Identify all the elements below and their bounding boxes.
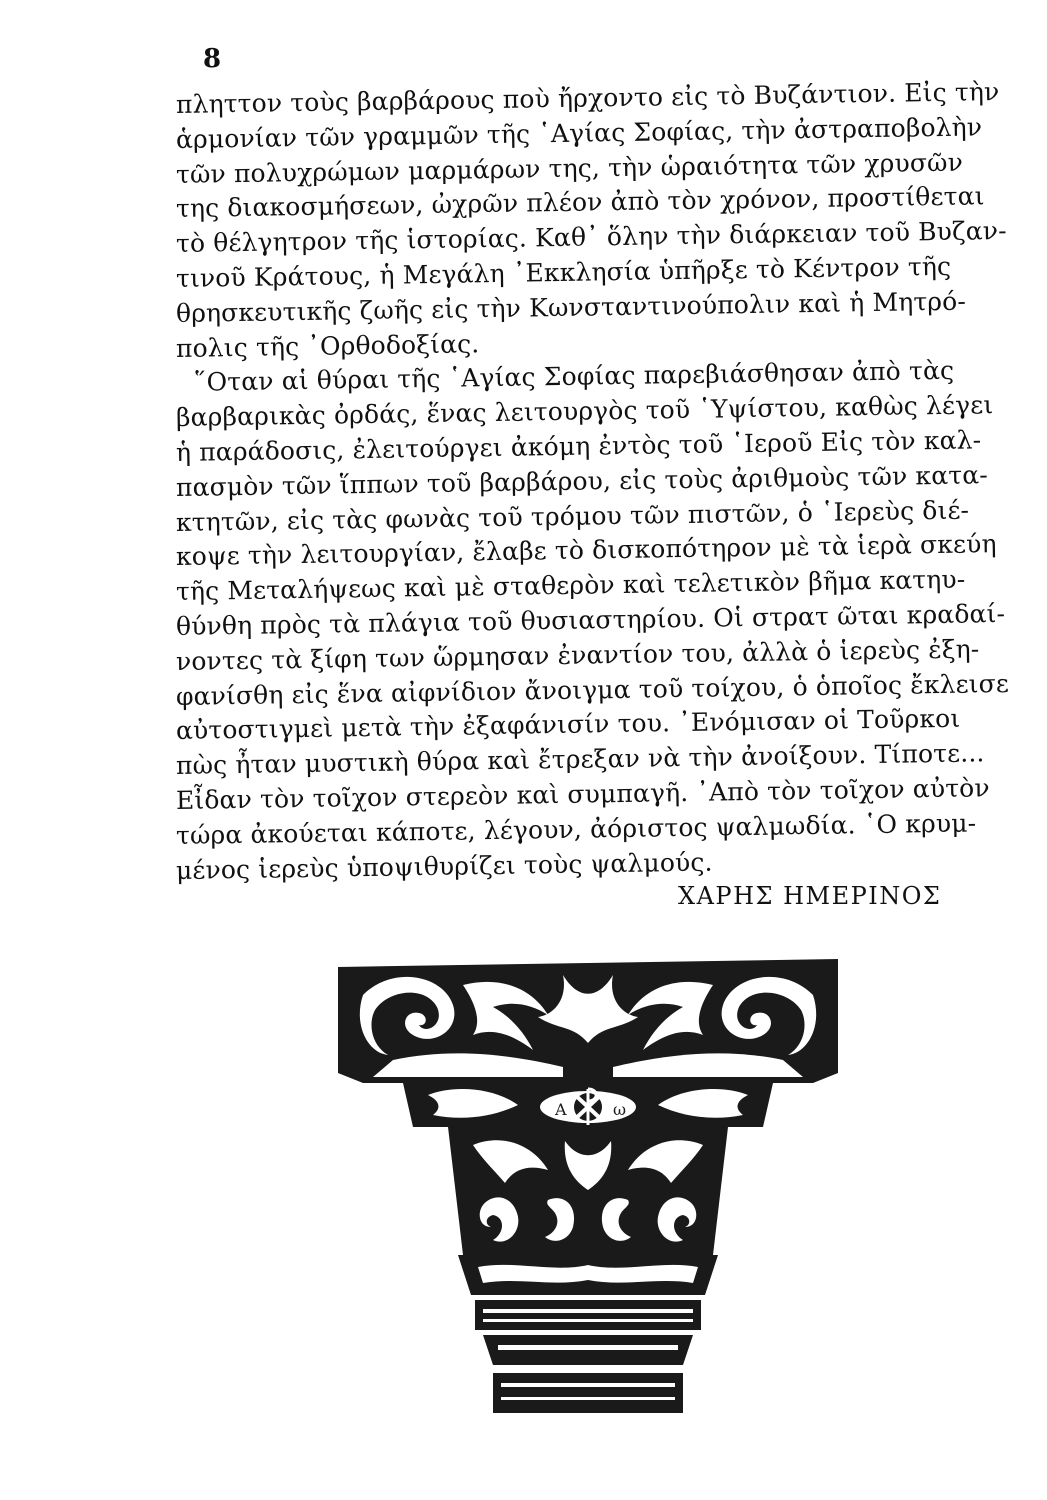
text-line: θρησκευτικῆς ζωῆς εἰς τὴν Κωνσταντινούπολιν καὶ ἡ Μητρό- — [175, 286, 967, 328]
text-line: θύνθη πρὸς τὰ πλάγια τοῦ θυσιαστηρίου. Οἱ στρατ ῶται κραδαί- — [175, 598, 1006, 641]
text-line: κοψε τὴν λειτουργίαν, ἔλαβε τὸ δισκοπότηρον μὲ τὰ ἱερὰ σκεύη — [175, 529, 997, 572]
text-line: κτητῶν, εἰς τὰς φωνὰς τοῦ τρόμου τῶν πιστῶν, ὁ ῾Ιερεὺς διέ- — [175, 495, 970, 537]
text-line: τὸ θέλγητρον τῆς ἱστορίας. Καθ᾿ ὅλην τὴν διάρκειαν τοῦ Βυζαν- — [175, 216, 1007, 259]
article-text — [175, 77, 1010, 888]
text-line: ῞Οταν αἱ θύραι τῆς ῾Αγίας Σοφίας παρεβιάσθησαν ἀπὸ τὰς — [193, 356, 955, 398]
text-line: τινοῦ Κράτους, ἡ Μεγάλη ᾿Εκκλησία ὑπῆρξε τὸ Κέντρον τῆς — [175, 251, 952, 293]
text-line: Εἶδαν τὸν τοῖχον στερεὸν καὶ συμπαγῆ. ᾿Απὸ τὸν τοῖχον αὐτὸν — [175, 773, 990, 815]
monogram-alpha: Α — [555, 1100, 567, 1119]
text-line: μένος ἱερεὺς ὑποψιθυρίζει τοὺς ψαλμούς. — [175, 847, 713, 885]
text-line: τῶν πολυχρώμων μαρμάρων της, τὴν ὡραιότητα τῶν χρυσῶν — [175, 147, 964, 189]
text-line: πασμὸν τῶν ἵππων τοῦ βαρβάρου, εἰς τοὺς ἀριθμοὺς τῶν κατα- — [175, 460, 989, 502]
capital-ring — [475, 1300, 701, 1330]
author-signature: ΧΑΡΗΣ ΗΜΕΡΙΝΟΣ — [678, 882, 942, 910]
text-line: πὼς ἦταν μυστικὴ θύρα καὶ ἔτρεξαν νὰ τὴν ἀνοίξουν. Τίποτε... — [175, 738, 985, 781]
text-line: βαρβαρικὰς ὀρδάς, ἕνας λειτουργὸς τοῦ ῾Υψίστου, καθὼς λέγει — [175, 390, 994, 433]
text-line: ἡ παράδοσις, ἐλειτούργει ἀκόμη ἐντὸς τοῦ ῾Ιεροῦ Εἰς τὸν καλ- — [175, 425, 982, 467]
monogram-omega: ω — [613, 1100, 627, 1119]
text-line: ἁρμονίαν τῶν γραμμῶν τῆς ῾Αγίας Σοφίας, τὴν ἀστραποβολὴν — [175, 112, 983, 154]
byzantine-capital-illustration — [333, 955, 843, 1435]
text-line: πολις τῆς ᾿Ορθοδοξίας. — [175, 328, 480, 363]
text-line: αὐτοστιγμεὶ μετὰ τὴν ἐξαφάνισίν του. ᾿Ενόμισαν οἱ Τοῦρκοι — [175, 704, 961, 746]
text-line: πληττον τοὺς βαρβάρους ποὺ ἤρχοντο εἰς τὸ Βυζάντιον. Εἰς τὴν — [175, 77, 1000, 119]
text-line: φανίσθη εἰς ἕνα αἰφνίδιον ἄνοιγμα τοῦ τοίχου, ὁ ὁποῖος ἔκλεισε — [175, 668, 1010, 711]
capital-base — [493, 1373, 683, 1413]
text-line: της διακοσμήσεων, ὠχρῶν πλέον ἀπὸ τὸν χρόνον, προστίθεται — [175, 181, 985, 224]
text-line: τώρα ἀκούεται κάποτε, λέγουν, ἀόριστος ψαλμωδία. ῾Ο κρυμ- — [175, 808, 977, 850]
page-number: 8 — [203, 44, 222, 74]
text-line: τῆς Μεταλήψεως καὶ μὲ σταθερὸν καὶ τελετικὸν βῆμα κατηυ- — [175, 564, 966, 607]
text-line: νοντες τὰ ξίφη των ὥρμησαν ἐναντίον του, ἀλλὰ ὁ ἱερεὺς ἐξη- — [175, 634, 980, 676]
